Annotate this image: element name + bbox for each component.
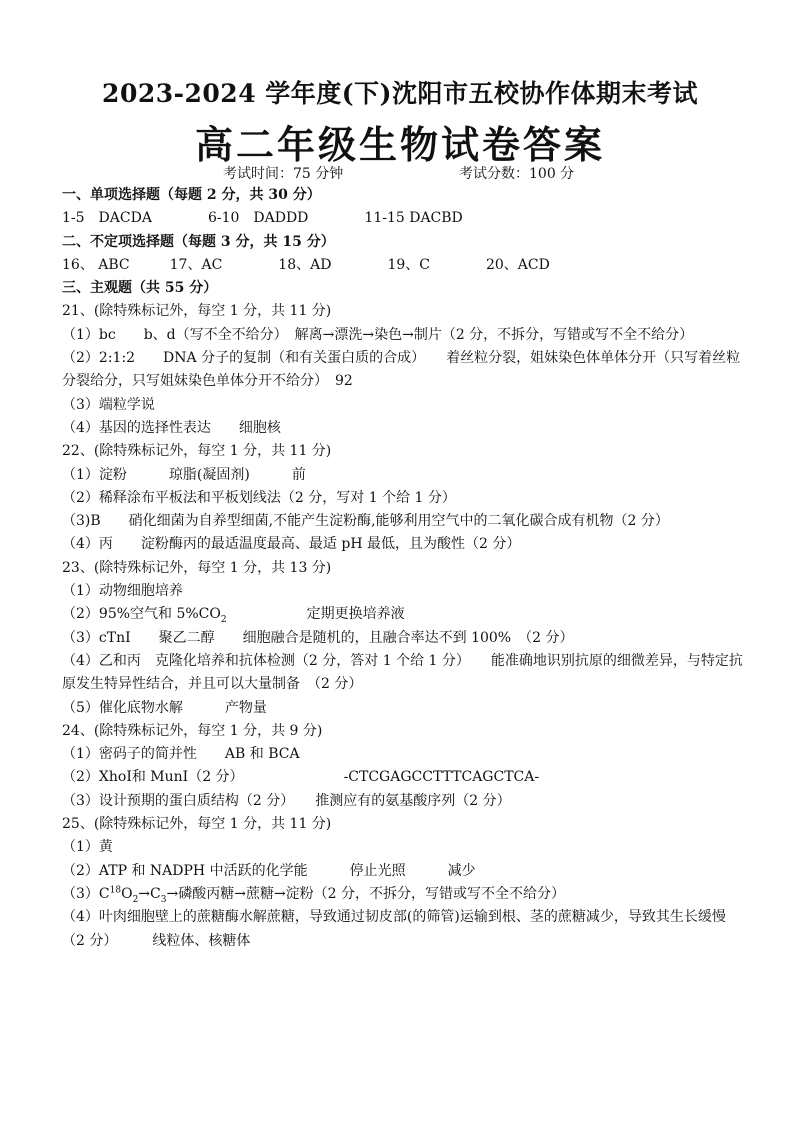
exam-time: 考试时间：75 分钟 [223,166,344,182]
single-choice-answers [62,207,752,230]
answer-line: （2）2:1:2 DNA 分子的复制（和有关蛋白质的合成） 着丝粒分裂，姐妹染色体单体分开（只写着丝粒分裂给分，只写姐妹染色单体分开不给分） 92 [62,350,741,390]
answer-group: 6-10 DADDD [207,210,309,227]
answer-text: O [121,885,133,902]
answer-line: （2）ATP 和 NADPH 中活跃的化学能 停止光照 减少 [62,862,476,879]
answer-title: 高二年级生物试卷答案 [194,122,605,167]
answer-line: （4）丙 淀粉酶丙的最适温度最高、最适 pH 最低，且为酸性（2 分） [62,536,521,553]
answer-line: （3)B 硝化细菌为自养型细菌,不能产生淀粉酶,能够利用空气中的二氧化碳合成有机物（2 分） [62,513,669,530]
answer-group: 17、AC [169,256,223,273]
answer-text: （2）XhoⅠ和 MunⅠ（2 分） [62,769,244,786]
answer-group: 19、C [387,256,430,273]
question-22-header: 22、(除特殊标记外，每空 1 分，共 11 分) [62,443,332,460]
answer-line: （1）动物细胞培养 [62,583,183,600]
answer-line: （3）端粒学说 [62,396,155,413]
subscript: 3 [160,894,167,905]
answer-group: 18、AD [278,256,332,273]
answer-line: （4）基因的选择性表达 细胞核 [62,419,281,436]
section-heading-multi-choice: 二、不定项选择题（每题 3 分，共 15 分） [62,233,335,250]
subscript: 2 [132,894,139,905]
exam-title: 2023-2024 学年度(下)沈阳市五校协作体期末考试 [102,79,698,108]
answer-content [62,184,752,953]
answer-line: （1）密码子的简并性 AB 和 BCA [62,746,300,763]
question-25-header: 25、(除特殊标记外，每空 1 分，共 11 分) [62,816,332,833]
section-heading-single-choice: 一、单项选择题（每题 2 分，共 30 分） [62,187,321,203]
subscript: 2 [220,615,227,626]
answer-line: （5）催化底物水解 产物量 [62,699,267,716]
answer-text: （2）95%空气和 5%CO [62,606,221,623]
question-21-header: 21、(除特殊标记外，每空 1 分，共 11 分) [62,303,332,320]
answer-group: 1-5 DACDA [62,210,152,227]
dna-sequence: -CTCGAGCCTTTCAGCTCA- [343,769,540,786]
answer-group: 20、ACD [485,256,550,273]
answer-group: 11-15 DACBD [364,210,463,227]
answer-group: 16、 ABC [62,256,130,273]
answer-line: （3）设计预期的蛋白质结构（2 分） 推测应有的氨基酸序列（2 分） [62,792,511,809]
answer-line: （4）叶肉细胞壁上的蔗糖酶水解蔗糖，导致通过韧皮部(的筛管)运输到根、茎的蔗糖减少，导致其生长缓慢 （2 分） 线粒体、核糖体 [62,909,740,949]
answer-line: （1）黄 [62,839,113,856]
answer-line [62,603,752,626]
answer-line: （1）淀粉 琼脂(凝固剂) 前 [62,466,306,483]
answer-line: （1）bc b、d（写不全不给分） 解离→漂洗→染色→制片（2 分，不拆分，写错或写不全不给分） [62,326,694,343]
question-24-header: 24、(除特殊标记外，每空 1 分，共 9 分) [62,722,323,739]
answer-text: →C [138,885,161,902]
answer-text: 定期更换培养液 [306,606,405,623]
answer-line: （4）乙和丙 克隆化培养和抗体检测（2 分，答对 1 个给 1 分） 能准确地识别抗原的细微差异，与特定抗原发生特异性结合，并且可以大量制备 （2 分） [62,652,743,693]
question-23-header: 23、(除特殊标记外，每空 1 分，共 13 分) [62,559,332,576]
answer-text: （3）C [62,885,110,902]
answer-line [62,766,752,789]
exam-score: 考试分数：100 分 [459,166,575,182]
answer-text: →磷酸丙糖→蔗糖→淀粉（2 分，不拆分，写错或写不全不给分） [166,885,566,902]
answer-line [62,883,752,906]
superscript: 18 [109,885,122,896]
answer-line: （3）cTnI 聚乙二醇 细胞融合是随机的，且融合率达不到 100% （2 分） [62,629,574,646]
multi-choice-answers [62,254,752,277]
answer-line: （2）稀释涂布平板法和平板划线法（2 分，写对 1 个给 1 分） [62,489,456,506]
section-heading-subjective: 三、主观题（共 55 分） [62,280,218,297]
